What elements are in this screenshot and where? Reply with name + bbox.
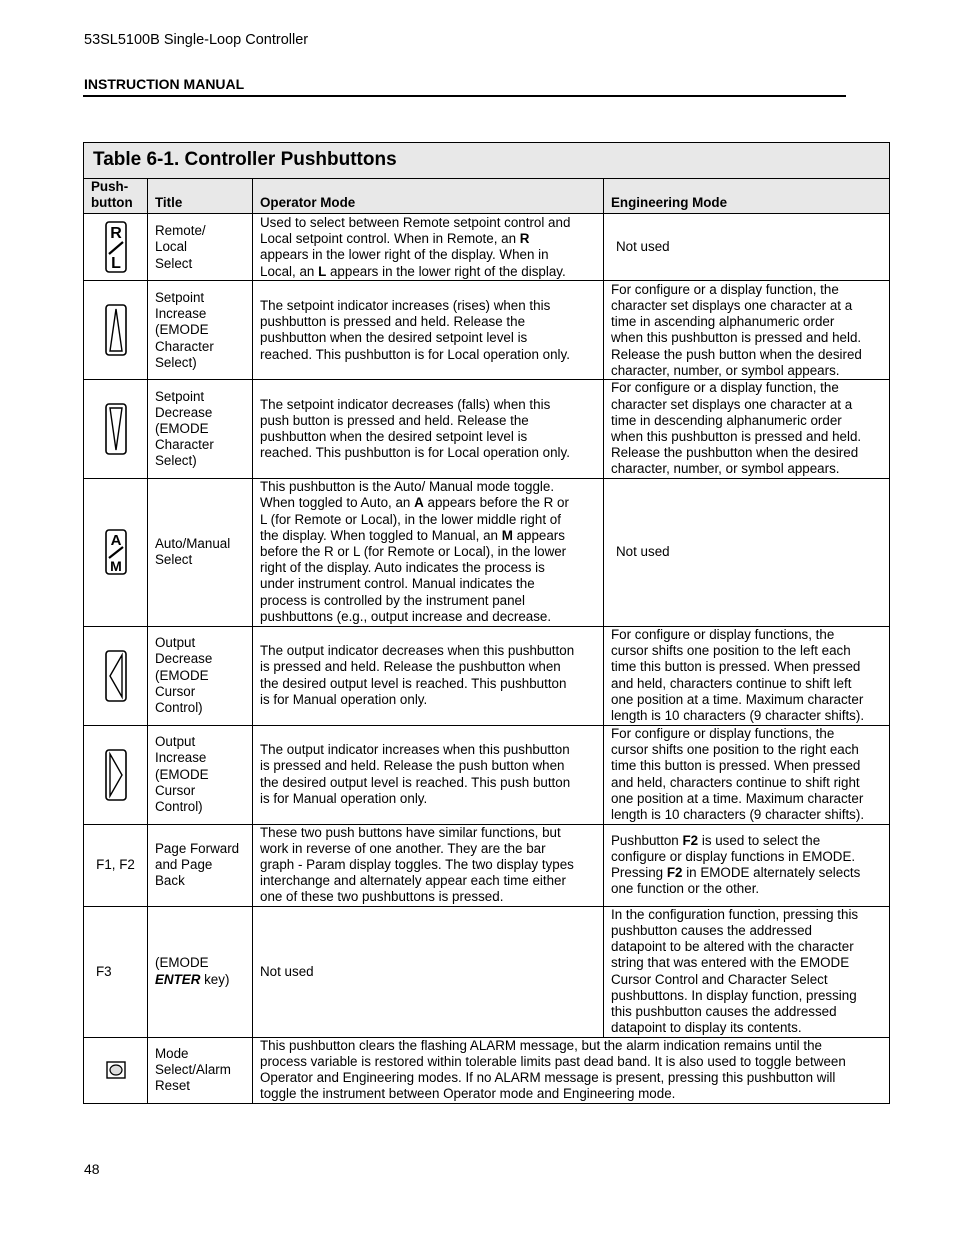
engineering-mode-cell: For configure or display functions, the cursor shifts one position to the right each time this button is pressed. When pressed and held, characters continue to shift right one position at a time. Maximum character length is 10 characters (9 character shifts). [604,725,890,824]
operator-mode-cell: The setpoint indicator increases (rises) when this pushbutton is pressed and held. Release the pushbutton when the desired setpoint level is reached. This pushbutton is for Local operation only. [253,281,604,380]
col-header-engineering: Engineering Mode [604,179,890,214]
svg-text:A: A [110,532,121,550]
table-row [84,626,890,725]
engineering-mode-cell: For configure or a display function, the character set displays one character at a time in descending alphanumeric order when this pushbutton is pressed and held. Release the pushbutton when the desired character, number, or symbol appears. [604,380,890,478]
operator-mode-cell: The output indicator increases when this pushbutton is pressed and held. Release the push button when the desired output level is reached. This push button is for Manual operation only. [253,725,604,824]
table-row [84,906,890,1037]
pushbuttons-table [83,142,890,1104]
engineering-mode-cell: Not used [604,478,890,626]
row-title: Output Decrease (EMODE Cursor Control) [148,626,253,725]
col-header-title: Title [148,179,253,214]
operator-mode-cell: The setpoint indicator decreases (falls) when this push button is pressed and held. Release the pushbutton when the desired setpoint level is reached. This pushbutton is for Local operation only. [253,380,604,478]
engineering-mode-cell: Not used [604,214,890,281]
operator-mode-cell: Not used [253,906,604,1037]
row-title: Setpoint Increase (EMODE Character Select) [148,281,253,380]
svg-text:L: L [110,255,121,273]
up-arrow-key-icon [84,281,148,380]
table-row [84,281,890,380]
row-title: Remote/ Local Select [148,214,253,281]
operator-mode-cell: Used to select between Remote setpoint control and Local setpoint control. When in Remote, an R appears in the lower right of the display. When in Local, an L appears in the lower right of the display. [253,214,604,281]
document-title: 53SL5100B Single-Loop Controller [84,32,309,48]
row-title: Mode Select/Alarm Reset [148,1037,253,1103]
row-title: Auto/Manual Select [148,478,253,626]
engineering-mode-cell: In the configuration function, pressing this pushbutton causes the addressed datapoint to be altered with the character string that was entered with the EMODE Cursor Control and Character Select pushbuttons. In display function, pressing this pushbutton causes the addressed datapoint to display its contents. [604,906,890,1037]
table-row [84,214,890,281]
table-row [84,1037,890,1103]
col-header-operator: Operator Mode [253,179,604,214]
header-rule [83,95,846,97]
auto-manual-key-icon [84,478,148,626]
engineering-mode-cell: For configure or a display function, the character set displays one character at a time in ascending alphanumeric order when this pushbutton is pressed and held. Release the push button when the desired character, number, or symbol appears. [604,281,890,380]
table-caption: Table 6-1. Controller Pushbuttons [84,143,890,179]
engineering-mode-cell: Pushbutton F2 is used to select the configure or display functions in EMODE. Pressing F2 in EMODE alternately selects one function or the other. [604,824,890,906]
left-arrow-key-icon [84,626,148,725]
table-row [84,725,890,824]
row-title: Page Forward and Page Back [148,824,253,906]
row-title: Setpoint Decrease (EMODE Character Select) [148,380,253,478]
page-number: 48 [84,1161,100,1177]
operator-mode-cell: These two push buttons have similar functions, but work in reverse of one another. They are the bar graph - Param display toggles. The two display types interchange and alternately appear each time either one of these two pushbuttons is pressed. [253,824,604,906]
engineering-mode-cell: For configure or display functions, the cursor shifts one position to the left each time this button is pressed. When pressed and held, characters continue to shift left one position at a time. Maximum character length is 10 characters (9 character shifts). [604,626,890,725]
operator-mode-cell: This pushbutton is the Auto/ Manual mode toggle. When toggled to Auto, an A appears before the R or L (for Remote or Local), in the lower middle right of the display. When toggled to Manual, an M appears before the R or L (for Remote or Local), in the lower right of the display. Auto indicates the process is under instrument control. Manual indicates the process is controlled by the instrument panel pushbuttons (e.g., output increase and decrease. [253,478,604,626]
svg-text:R: R [109,225,122,243]
f3-key-label: F3 [84,906,148,1037]
row-title: Output Increase (EMODE Cursor Control) [148,725,253,824]
remote-local-key-icon [84,214,148,281]
svg-text:M: M [109,558,122,575]
f1-f2-key-label: F1, F2 [84,824,148,906]
operator-mode-cell: The output indicator decreases when this pushbutton is pressed and held. Release the pushbutton when the desired output level is reached. This pushbutton is for Manual operation only. [253,626,604,725]
table-row [84,478,890,626]
right-arrow-key-icon [84,725,148,824]
down-arrow-key-icon [84,380,148,478]
mode-select-key-icon [84,1037,148,1103]
table-row [84,824,890,906]
col-header-pushbutton: Push- button [84,179,148,214]
manual-label: INSTRUCTION MANUAL [84,76,245,92]
table-row [84,380,890,478]
row-title: (EMODE ENTER key) [148,906,253,1037]
combined-mode-cell: This pushbutton clears the flashing ALARM message, but the alarm indication remains until the process variable is restored within tolerable limits past dead band. It is also used to toggle between Operator and Engineering modes. If no ALARM message is present, pressing this pushbutton will toggle the instrument between Operator mode and Engineering mode. [253,1037,890,1103]
